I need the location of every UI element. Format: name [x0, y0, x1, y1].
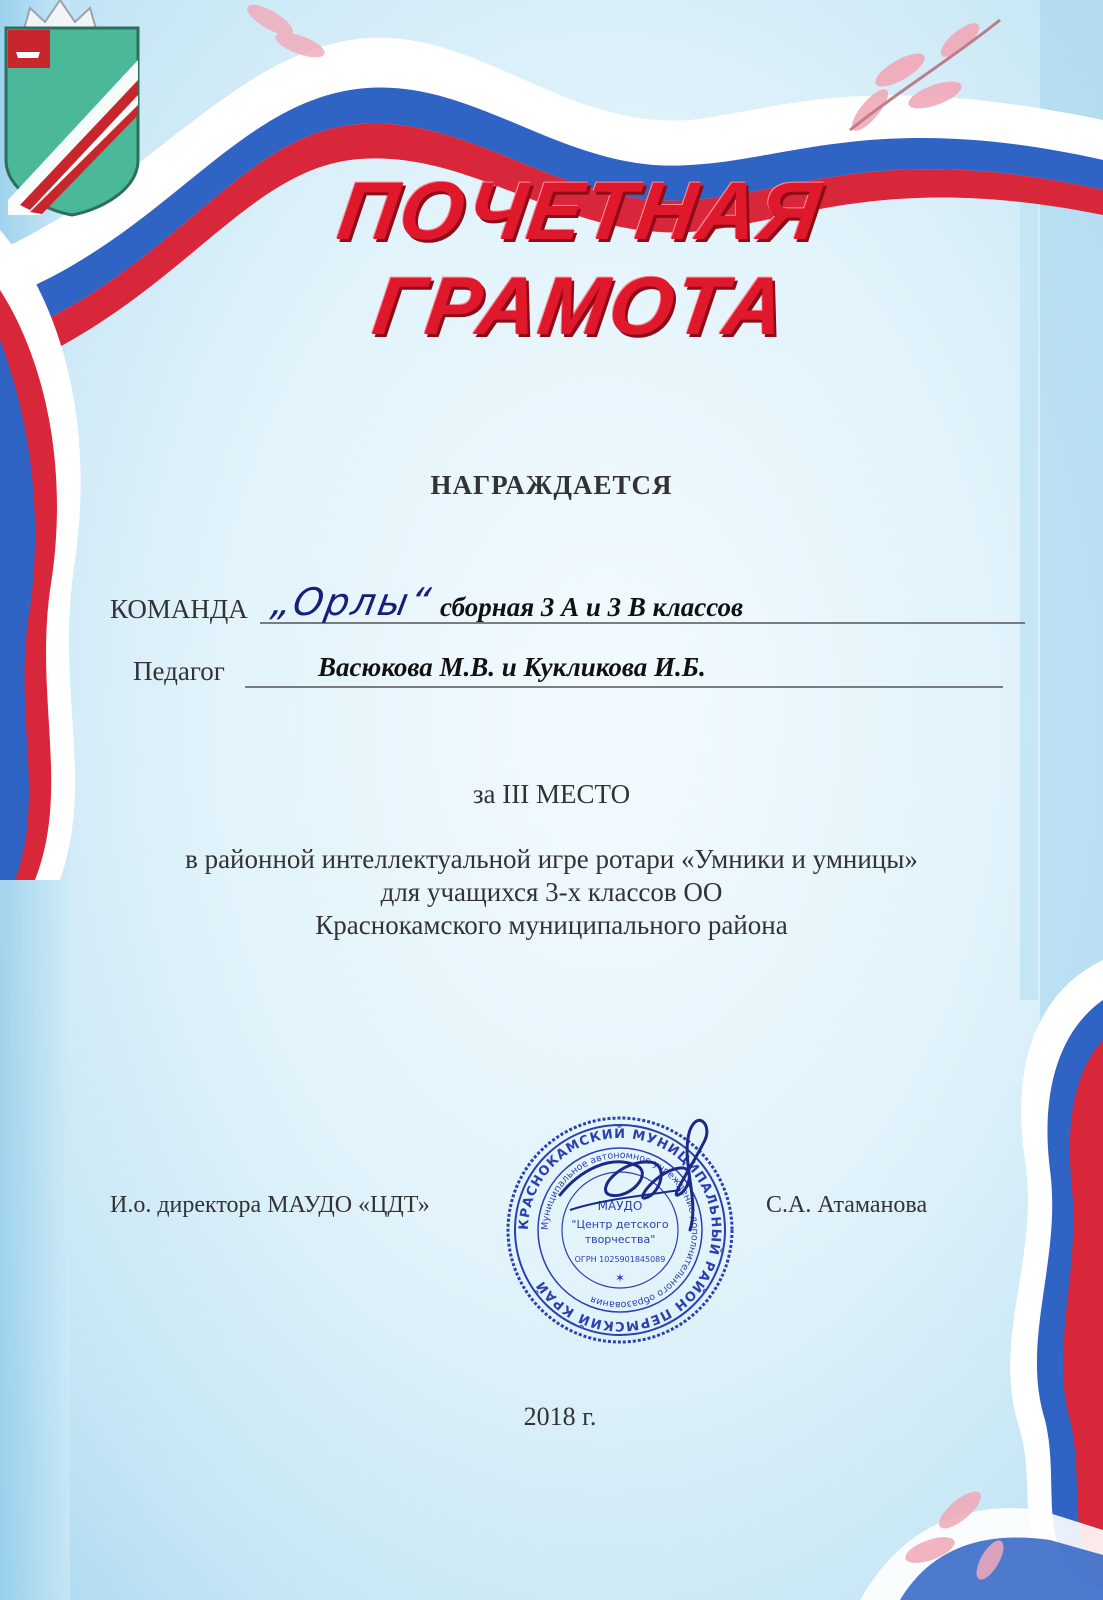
year: 2018 г.: [523, 1402, 597, 1431]
stamp-org-line2: творчества": [584, 1233, 656, 1246]
stamp-ogrn: ОГРН 1025901845089: [574, 1255, 666, 1264]
handwritten-signature: [540, 1100, 740, 1250]
team-detail: сборная 3 А и 3 В классов: [440, 592, 744, 622]
director-name: С.А. Атаманова: [766, 1192, 928, 1218]
stamp-org-line1: "Центр детского: [571, 1218, 669, 1231]
teacher-label: Педагог: [133, 656, 225, 686]
teacher-names: Васюкова М.В. и Кукликова И.Б.: [318, 652, 706, 682]
event-line-3: Краснокамского муниципального района: [315, 910, 788, 940]
awarded-heading: НАГРАЖДАЕТСЯ: [430, 470, 673, 500]
certificate-title-line2: ГРАМОТА: [367, 261, 793, 352]
director-title: И.о. директора МАУДО «ЦДТ»: [110, 1192, 430, 1218]
place-text: за III МЕСТО: [472, 779, 631, 809]
bottom-right-flag-ribbon: [860, 960, 1103, 1600]
coat-of-arms-icon: [6, 28, 138, 215]
stamp-ring-text: КРАСНОКАМСКИЙ МУНИЦИПАЛЬНЫЙ РАЙОН ПЕРМСКИЙ КРАЙ: [516, 1126, 724, 1334]
event-line-1: в районной интеллектуальной игре ротари «Умники и умницы»: [185, 844, 918, 874]
stamp-org-short: МАУДО: [597, 1199, 643, 1213]
event-line-2: для учащихся 3-х классов ОО: [380, 877, 723, 907]
team-label: КОМАНДА: [110, 594, 248, 624]
team-name-handwritten: „Орлы“: [268, 580, 436, 624]
laurel-top-left-icon: [243, 0, 328, 62]
stamp-star-icon: ✶: [614, 1271, 626, 1285]
certificate-title-line1: ПОЧЕТНАЯ: [332, 166, 828, 257]
stamp-inner-ring-text: Муниципальное автономное учреждение дополнительного образования: [539, 1149, 701, 1311]
